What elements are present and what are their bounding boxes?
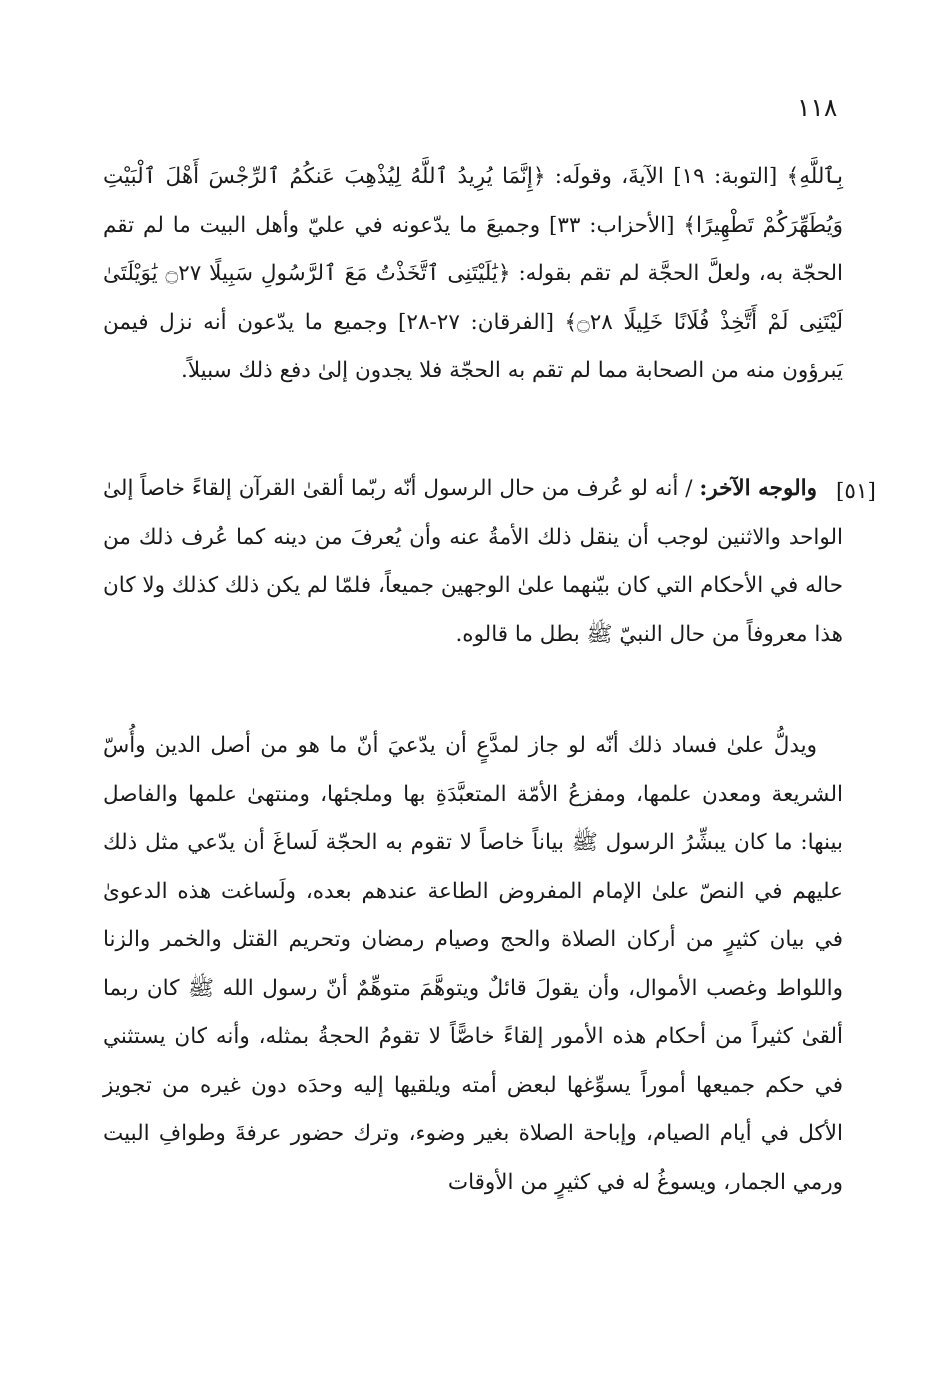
paragraph bbox=[103, 722, 843, 1207]
paragraph-text: ويدلُّ علىٰ فساد ذلك أنّه لو جاز لمدَّعٍ أن يدّعيَ أنّ ما هو من أصل الدين وأُسّ الشريعة ومعدن علمها، ومفزعُ الأمّة المتعبَّدَةِ بها وملجئها، ومنتهىٰ علمها والفاصل بينها: ما كان يبشِّرُ الرسول ﷺ بياناً خاصاً لا تقوم به الحجّة لَساغَ أن يدّعي مثل ذلك عليهم في النصّ علىٰ الإمام المفروض الطاعة عندهم بعده، ولَساغت هذه الدعوىٰ في بيان كثيرٍ من أركان الصلاة والحج وصيام رمضان وتحريم القتل والخمر والزنا واللواط وغصب الأموال، وأن يقولَ قائلٌ ويتوهَّمَ متوهِّمٌ أنّ رسول الله ﷺ كان ربما ألقىٰ كثيراً من أحكام هذه الأمور إلقاءً خاصًّاً لا تقومُ الحجةُ بمثله، وأنه كان يستثني في حكم جميعها أموراً يسوِّغها لبعض أمته ويلقيها إليه وحدَه دون غيره من تجويز الأكل في أيام الصيام، وإباحة الصلاة بغير وضوء، وترك حضور عرفةَ وطوافِ البيت ورمي الجمار، ويسوغُ له في كثيرٍ من الأوقات bbox=[103, 733, 843, 1195]
page-number: ١١٨ bbox=[797, 93, 838, 122]
paragraph-lead: والوجه الآخر: bbox=[699, 476, 817, 501]
paragraph-text: بِٱللَّهِ﴾ [التوبة: ١٩] الآيةَ، وقولَه: ﴿إِنَّمَا يُرِيدُ ٱللَّهُ لِيُذْهِبَ عَنكُمُ ٱلرِّجْسَ أَهْلَ ٱلْبَيْتِ وَيُطَهِّرَكُمْ تَطْهِيرًا﴾ [الأحزاب: ٣٣] وجميعَ ما يدّعونه في عليّ وأهل البيت ما لم تقم الحجّة به، ولعلَّ الحجَّة لم تقم بقوله: ﴿يَٰلَيْتَنِى ٱتَّخَذْتُ مَعَ ٱلرَّسُولِ سَبِيلًا ۝٢٧ يَٰوَيْلَتَىٰ لَيْتَنِى لَمْ أَتَّخِذْ فُلَانًا خَلِيلًا ۝٢٨﴾ [الفرقان: ٢٧-٢٨] وجميع ما يدّعون أنه نزل فيمن يَبرؤون منه من الصحابة مما لم تقم به الحجّة فلا يجدون إلىٰ دفع ذلك سبيلاً. bbox=[103, 164, 843, 383]
paragraph bbox=[103, 153, 843, 396]
margin-note: [٥١] bbox=[836, 479, 876, 504]
paragraph-text: / أنه لو عُرف من حال الرسول أنّه ربّما ألقىٰ القرآن إلقاءً خاصاً إلىٰ الواحد والاثنين لوجب أن ينقل ذلك الأمةُ عنه وأن يُعرفَ من دينه كما عُرف ذلك من حاله في الأحكام التي كان بيّنهما علىٰ الوجهين جميعاً، فلمّا لم يكن ذلك كذلك ولا كان هذا معروفاً من حال النبيّ ﷺ بطل ما قالوه. bbox=[103, 476, 843, 647]
paragraph bbox=[103, 465, 843, 659]
